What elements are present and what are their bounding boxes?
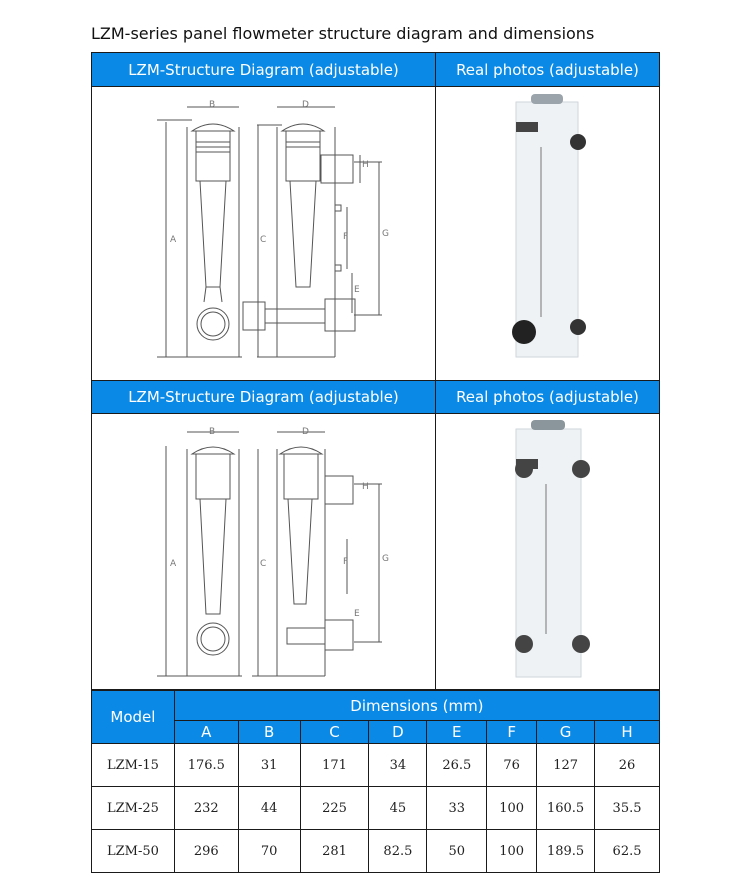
photo-header-1: Real photos (adjustable) (435, 52, 660, 87)
column-header-g: G (537, 721, 595, 744)
dimension-cell: 26 (595, 744, 660, 787)
column-header-e: E (427, 721, 487, 744)
label-a: A (170, 235, 177, 245)
dimension-cell: 225 (300, 787, 369, 830)
label-e: E (354, 609, 360, 619)
table-row (92, 830, 660, 873)
real-photo-2 (435, 413, 660, 690)
structure-diagram-1 (91, 86, 436, 381)
label-c: C (260, 559, 267, 569)
column-header-b: B (238, 721, 300, 744)
dimension-cell: 50 (427, 830, 487, 873)
dimension-cell: 44 (238, 787, 300, 830)
dimension-cell: 31 (238, 744, 300, 787)
dimension-cell: 176.5 (174, 744, 238, 787)
label-a: A (170, 559, 177, 569)
dimensions-header: Dimensions (mm) (174, 691, 659, 721)
column-header-f: F (487, 721, 537, 744)
label-d: D (302, 427, 309, 437)
dimension-cell: 34 (369, 744, 427, 787)
dimension-cell: 100 (487, 787, 537, 830)
model-header: Model (92, 691, 175, 744)
table-row (92, 744, 660, 787)
label-d: D (302, 100, 309, 110)
column-header-h: H (595, 721, 660, 744)
dimension-cell: 62.5 (595, 830, 660, 873)
dimension-cell: 76 (487, 744, 537, 787)
model-cell: LZM-25 (92, 787, 175, 830)
column-header-d: D (369, 721, 427, 744)
label-f: F (343, 232, 349, 242)
dimension-cell: 171 (300, 744, 369, 787)
dimension-cell: 70 (238, 830, 300, 873)
label-f: F (343, 557, 349, 567)
flowmeter-diagram (92, 414, 435, 689)
dimension-cell: 296 (174, 830, 238, 873)
dimension-cell: 33 (427, 787, 487, 830)
column-header-c: C (300, 721, 369, 744)
dimension-cell: 281 (300, 830, 369, 873)
dimension-cell: 127 (537, 744, 595, 787)
label-b: B (209, 427, 216, 437)
flowmeter-photo (436, 414, 659, 689)
diagram-header-1: LZM-Structure Diagram (adjustable) (91, 52, 436, 87)
model-cell: LZM-50 (92, 830, 175, 873)
dimension-cell: 45 (369, 787, 427, 830)
diagram-header-2: LZM-Structure Diagram (adjustable) (91, 380, 436, 414)
label-b: B (209, 100, 216, 110)
dimension-cell: 26.5 (427, 744, 487, 787)
label-g: G (382, 554, 389, 564)
label-h: H (362, 160, 369, 170)
real-photo-1 (435, 86, 660, 381)
structure-diagram-2 (91, 413, 436, 690)
photo-header-2: Real photos (adjustable) (435, 380, 660, 414)
label-g: G (382, 229, 389, 239)
dimension-cell: 189.5 (537, 830, 595, 873)
label-c: C (260, 235, 267, 245)
dimension-cell: 100 (487, 830, 537, 873)
dimension-cell: 232 (174, 787, 238, 830)
model-cell: LZM-15 (92, 744, 175, 787)
page-title: LZM-series panel flowmeter structure diagram and dimensions (91, 24, 595, 43)
dimension-cell: 82.5 (369, 830, 427, 873)
label-h: H (362, 482, 369, 492)
dimension-cell: 35.5 (595, 787, 660, 830)
label-e: E (354, 285, 360, 295)
column-header-a: A (174, 721, 238, 744)
dimension-cell: 160.5 (537, 787, 595, 830)
dimensions-table (91, 690, 660, 873)
table-row (92, 787, 660, 830)
flowmeter-photo (436, 87, 659, 380)
